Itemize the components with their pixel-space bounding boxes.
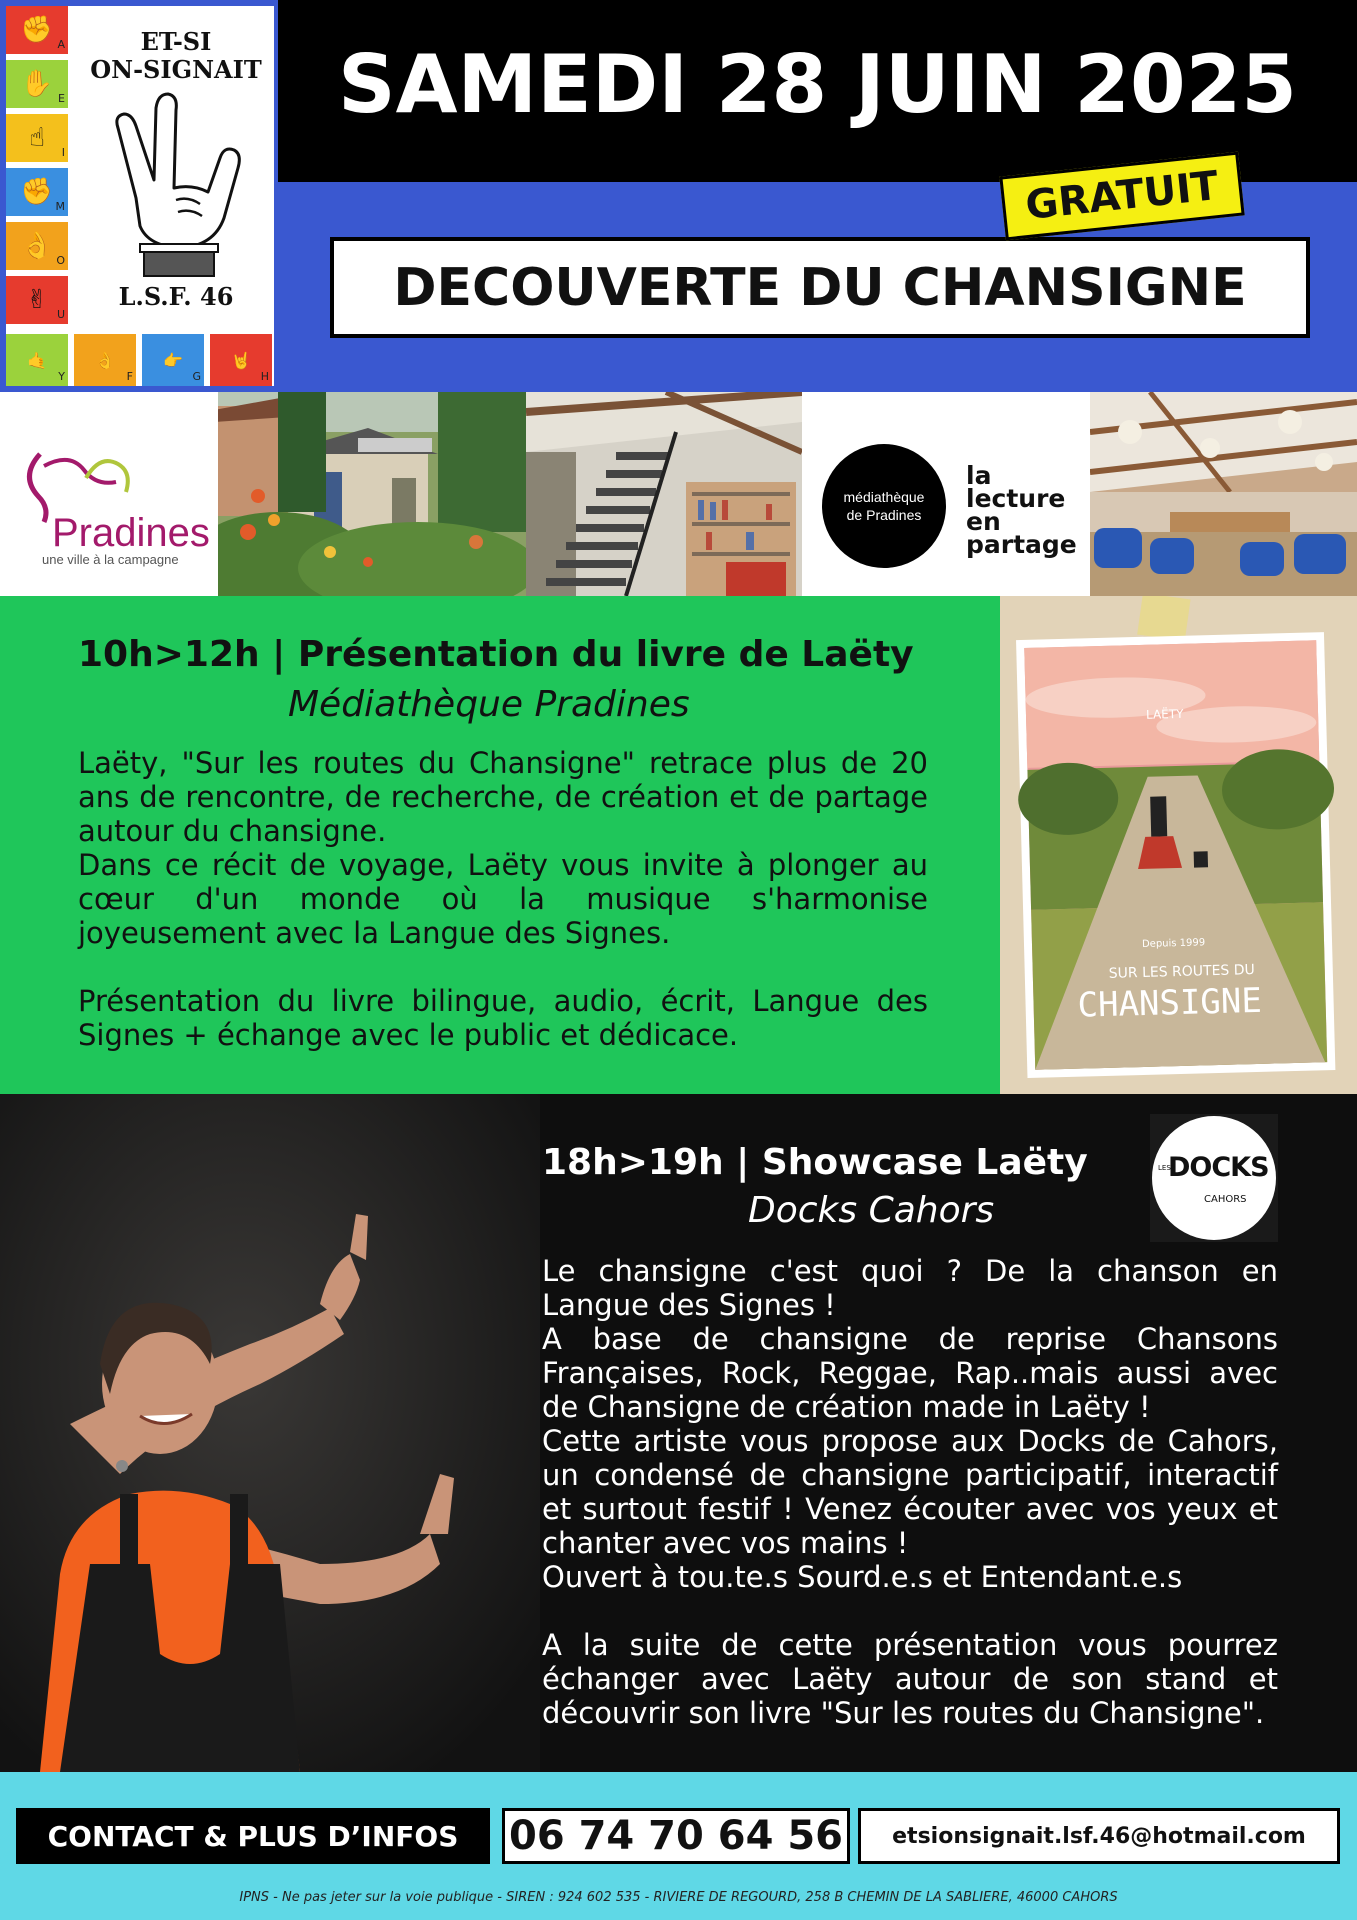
email-address[interactable]: etsionsignait.lsf.46@hotmail.com [858,1808,1340,1864]
hand-sign-icon: ✊ [20,15,54,45]
book-cover [1000,596,1357,1094]
evening-paragraph: Le chansigne c'est quoi ? De la chanson en Langue des Signes ! [542,1254,1278,1322]
hand-sign-icon: ✌ [26,285,48,315]
morning-paragraph: Laëty, "Sur les routes du Chansigne" retrace plus de 20 ans de rencontre, de recherche, de création et de partage autour du chansigne. [78,746,928,848]
morning-paragraph: Dans ce récit de voyage, Laëty vous invite à plonger au cœur d'un monde où la musique s'harmonise joyeusement avec la Langue des Signes. [78,848,928,950]
sign-cell-m [6,168,68,216]
book-cover-area [1000,596,1357,1094]
sign-letter: H [260,370,269,383]
book-since: Depuis 1999 [1141,937,1206,950]
library-stairs-photo [526,392,802,596]
docks-logo [1150,1114,1278,1242]
sign-cell-o [6,222,68,270]
morning-heading: 10h>12h | Présentation du livre de Laëty [78,634,914,675]
logo-title-line2: ON-SIGNAIT [90,55,262,84]
partner-photo-strip [0,392,1357,596]
hand-sign-icon: 👌 [20,231,54,261]
sign-letter: A [57,38,65,51]
sign-cell-a [6,6,68,54]
evening-section [0,1094,1357,1772]
evening-paragraph: Ouvert à tou.te.s Sourd.e.s et Entendant.e.s [542,1560,1183,1594]
hand-sign-icon: 👉 [163,350,183,370]
evening-paragraph: Cette artiste vous propose aux Docks de Cahors, un condensé de chansigne participatif, interactif et surtout festif ! Venez écouter avec vos yeux et chanter avec vos mains ! [542,1424,1278,1560]
sign-letter: U [56,308,65,321]
sign-cell-u [6,276,68,324]
ily-hand-sign-icon [96,88,246,278]
slogan-line: la [966,461,992,490]
evening-venue: Docks Cahors [748,1190,995,1231]
hand-sign-icon: 👌 [95,350,115,370]
garden-photo [218,392,526,596]
garden-image [218,392,526,596]
docks-prefix: LES [1158,1164,1171,1172]
book-title-main: CHANSIGNE [1077,980,1263,1026]
phone-number[interactable]: 06 74 70 64 56 [502,1808,850,1864]
book-author: LAËTY [1145,706,1184,722]
sign-cell-h [210,334,272,386]
evening-heading: 18h>19h | Showcase Laëty [542,1142,1088,1183]
sign-letter: Y [58,370,65,383]
evening-paragraph: A la suite de cette présentation vous pourrez échanger avec Laëty autour de son stand et découvrir son livre "Sur les routes du Chansigne". [542,1628,1278,1730]
hand-sign-icon: ☝ [29,123,45,153]
morning-venue: Médiathèque Pradines [288,684,690,725]
logo-subtitle: L.S.F. 46 [118,282,234,311]
mediatheque-logo [802,392,1090,596]
hand-sign-icon: 🤘 [231,350,251,370]
pradines-swirl-icon [0,392,218,596]
library-room-photo [1090,392,1357,596]
sign-letter: O [56,254,65,267]
performer-photo [0,1094,540,1772]
hand-sign-icon: 🤙 [27,350,47,370]
slogan-line: lecture [966,484,1066,513]
contact-footer [0,1772,1357,1920]
mediatheque-label-2: de Pradines [846,507,922,523]
sign-cell-e [6,60,68,108]
evening-description [542,1254,1278,1730]
association-logo [0,0,278,392]
sign-letter: E [58,92,65,105]
morning-section [0,596,1000,1094]
hand-sign-icon: ✊ [20,177,54,207]
sign-alphabet-row [6,334,274,386]
sign-cell-g [142,334,204,386]
free-badge: GRATUIT [999,152,1244,241]
slogan-line: partage [966,530,1077,559]
sign-letter: M [55,200,65,213]
mediatheque-label: médiathèque [843,489,925,505]
sign-letter: G [192,370,201,383]
docks-city: CAHORS [1204,1194,1247,1205]
event-date: SAMEDI 28 JUIN 2025 [338,38,1297,131]
logo-title-line1: ET-SI [140,27,212,56]
event-title: DECOUVERTE DU CHANSIGNE [330,237,1310,338]
sign-cell-y [6,334,68,386]
legal-notice: IPNS - Ne pas jeter sur la voie publique - SIREN : 924 602 535 - RIVIERE DE REGOURD, 258 B CHEMIN DE LA SABLIERE, 46000 CAHORS [239,1890,1118,1905]
sign-letter: I [61,146,65,159]
poster-header [0,0,1357,392]
docks-wordmark: DOCKS [1168,1152,1269,1183]
evening-paragraph: A base de chansigne de reprise Chansons Françaises, Rock, Reggae, Rap..mais aussi avec de Chansigne de création made in Laëty ! [542,1322,1278,1424]
sign-letter: F [126,370,133,383]
morning-paragraph: Présentation du livre bilingue, audio, écrit, Langue des Signes + échange avec le public et dédicace. [78,984,928,1052]
sign-cell-i [6,114,68,162]
date-band [278,0,1357,182]
morning-description [78,746,928,1052]
pradines-name: Pradines [52,511,210,555]
stairs-image [526,392,802,596]
contact-label: CONTACT & PLUS D’INFOS [16,1808,490,1864]
logo-title [78,28,274,84]
pradines-tagline: une ville à la campagne [42,552,179,567]
slogan-line: en [966,507,1001,536]
mediatheque-circle [822,444,946,568]
pradines-logo [0,392,218,596]
room-image [1090,392,1357,596]
sign-alphabet-strip [6,6,68,332]
book-title-top: SUR LES ROUTES DU [1108,962,1256,982]
sign-cell-f [74,334,136,386]
lecture-partage-slogan [966,461,1077,559]
hand-sign-icon: ✋ [20,69,54,99]
